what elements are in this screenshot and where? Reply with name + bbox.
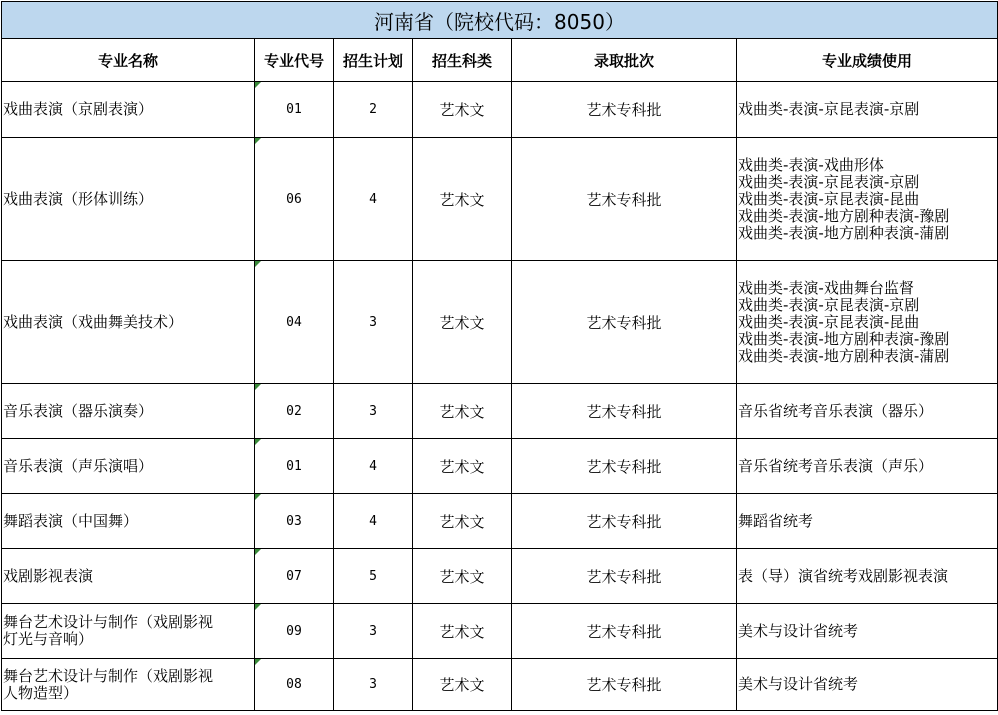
cell-name-line: 戏曲表演（形体训练） bbox=[3, 189, 154, 208]
col-header-name: 专业名称 bbox=[2, 39, 255, 82]
col-header-category: 招生科类 bbox=[413, 39, 512, 82]
cell-code-value: 02 bbox=[286, 403, 302, 419]
cell-plan: 3 bbox=[334, 384, 413, 439]
cell-score-use-line: 音乐省统考音乐表演（声乐） bbox=[738, 456, 934, 475]
cell-name-line: 舞台艺术设计与制作（戏剧影视 bbox=[3, 666, 214, 685]
cell-name-line: 戏曲表演（戏曲舞美技术） bbox=[3, 312, 184, 331]
cell-name bbox=[2, 384, 255, 439]
cell-code bbox=[255, 494, 334, 549]
table-row bbox=[2, 494, 998, 549]
cell-code-value: 01 bbox=[286, 102, 302, 117]
cell-code bbox=[255, 604, 334, 659]
table-row bbox=[2, 384, 998, 439]
table-row bbox=[2, 604, 998, 659]
cell-score-use bbox=[737, 384, 998, 439]
cell-batch: 艺术专科批 bbox=[512, 549, 737, 604]
cell-plan: 3 bbox=[334, 604, 413, 659]
col-header-batch: 录取批次 bbox=[512, 39, 737, 82]
cell-name bbox=[2, 659, 255, 711]
cell-score-use bbox=[737, 439, 998, 494]
cell-score-use-line: 美术与设计省统考 bbox=[738, 621, 859, 640]
cell-code-value: 04 bbox=[286, 314, 302, 330]
cell-plan: 3 bbox=[334, 261, 413, 384]
cell-plan: 4 bbox=[334, 494, 413, 549]
cell-marker-icon bbox=[255, 549, 261, 555]
cell-name-line: 灯光与音响） bbox=[3, 630, 94, 648]
cell-score-use-line: 舞蹈省统考 bbox=[738, 511, 814, 530]
cell-score-use-line: 美术与设计省统考 bbox=[738, 675, 859, 693]
cell-score-use-line: 戏曲类-表演-京昆表演-京剧 bbox=[738, 295, 920, 314]
cell-name bbox=[2, 604, 255, 659]
cell-code-value: 01 bbox=[286, 458, 302, 474]
cell-category: 艺术文 bbox=[413, 82, 512, 138]
cell-name-line: 音乐表演（声乐演唱） bbox=[3, 456, 154, 475]
cell-name-line: 戏曲表演（京剧表演） bbox=[3, 100, 154, 118]
cell-batch: 艺术专科批 bbox=[512, 659, 737, 711]
cell-batch: 艺术专科批 bbox=[512, 439, 737, 494]
cell-score-use bbox=[737, 494, 998, 549]
cell-name-line: 戏剧影视表演 bbox=[3, 566, 94, 585]
cell-marker-icon bbox=[255, 261, 261, 267]
cell-category: 艺术文 bbox=[413, 138, 512, 261]
cell-plan: 5 bbox=[334, 549, 413, 604]
cell-marker-icon bbox=[255, 494, 261, 500]
admissions-table bbox=[1, 1, 998, 711]
table-row bbox=[2, 82, 998, 138]
cell-marker-icon bbox=[255, 384, 261, 390]
cell-code bbox=[255, 261, 334, 384]
cell-name bbox=[2, 549, 255, 604]
cell-category: 艺术文 bbox=[413, 494, 512, 549]
cell-batch: 艺术专科批 bbox=[512, 494, 737, 549]
cell-marker-icon bbox=[255, 82, 261, 88]
cell-score-use bbox=[737, 659, 998, 711]
cell-code-value: 08 bbox=[286, 677, 302, 692]
cell-score-use-line: 戏曲类-表演-地方剧种表演-豫剧 bbox=[738, 206, 950, 225]
cell-score-use-line: 戏曲类-表演-京昆表演-昆曲 bbox=[738, 189, 920, 208]
cell-score-use bbox=[737, 82, 998, 138]
cell-name-line: 舞蹈表演（中国舞） bbox=[3, 511, 139, 530]
table-row bbox=[2, 138, 998, 261]
cell-score-use bbox=[737, 261, 998, 384]
col-header-plan: 招生计划 bbox=[334, 39, 413, 82]
col-header-code: 专业代号 bbox=[255, 39, 334, 82]
cell-code-value: 07 bbox=[286, 568, 302, 584]
cell-code bbox=[255, 549, 334, 604]
cell-category: 艺术文 bbox=[413, 549, 512, 604]
table-row bbox=[2, 549, 998, 604]
cell-name bbox=[2, 439, 255, 494]
cell-marker-icon bbox=[255, 439, 261, 445]
cell-score-use-line: 戏曲类-表演-戏曲形体 bbox=[738, 155, 884, 174]
cell-score-use-line: 戏曲类-表演-戏曲舞台监督 bbox=[738, 278, 914, 297]
cell-name-line: 人物造型） bbox=[3, 683, 79, 702]
cell-score-use-line: 戏曲类-表演-地方剧种表演-蒲剧 bbox=[738, 223, 950, 242]
cell-code bbox=[255, 659, 334, 711]
cell-category: 艺术文 bbox=[413, 384, 512, 439]
cell-score-use-line: 表（导）演省统考戏剧影视表演 bbox=[738, 566, 949, 585]
cell-score-use-line: 音乐省统考音乐表演（器乐） bbox=[738, 401, 934, 420]
cell-score-use-line: 戏曲类-表演-地方剧种表演-蒲剧 bbox=[738, 346, 950, 365]
cell-marker-icon bbox=[255, 138, 261, 144]
cell-name-line: 舞台艺术设计与制作（戏剧影视 bbox=[3, 613, 214, 631]
cell-batch: 艺术专科批 bbox=[512, 138, 737, 261]
cell-score-use bbox=[737, 549, 998, 604]
cell-batch: 艺术专科批 bbox=[512, 384, 737, 439]
cell-score-use bbox=[737, 604, 998, 659]
cell-plan: 4 bbox=[334, 138, 413, 261]
cell-code-value: 06 bbox=[286, 191, 302, 207]
cell-code bbox=[255, 439, 334, 494]
cell-score-use-line: 戏曲类-表演-京昆表演-京剧 bbox=[738, 172, 920, 191]
cell-category: 艺术文 bbox=[413, 604, 512, 659]
cell-score-use-line: 戏曲类-表演-京昆表演-京剧 bbox=[738, 100, 920, 118]
cell-name-line: 音乐表演（器乐演奏） bbox=[3, 401, 154, 420]
cell-category: 艺术文 bbox=[413, 261, 512, 384]
cell-name bbox=[2, 138, 255, 261]
table-title: 河南省（院校代码：8050） bbox=[2, 2, 998, 39]
cell-batch: 艺术专科批 bbox=[512, 604, 737, 659]
cell-marker-icon bbox=[255, 659, 261, 665]
cell-batch: 艺术专科批 bbox=[512, 261, 737, 384]
cell-code-value: 09 bbox=[286, 623, 302, 639]
cell-code-value: 03 bbox=[286, 513, 302, 529]
cell-code bbox=[255, 384, 334, 439]
col-header-score-use: 专业成绩使用 bbox=[737, 39, 998, 82]
cell-name bbox=[2, 261, 255, 384]
cell-score-use-line: 戏曲类-表演-京昆表演-昆曲 bbox=[738, 312, 920, 331]
cell-score-use-line: 戏曲类-表演-地方剧种表演-豫剧 bbox=[738, 329, 950, 348]
cell-plan: 2 bbox=[334, 82, 413, 138]
cell-marker-icon bbox=[255, 604, 261, 610]
cell-name bbox=[2, 82, 255, 138]
table-row bbox=[2, 659, 998, 711]
cell-batch: 艺术专科批 bbox=[512, 82, 737, 138]
table-row bbox=[2, 439, 998, 494]
cell-code bbox=[255, 82, 334, 138]
cell-name bbox=[2, 494, 255, 549]
cell-category: 艺术文 bbox=[413, 439, 512, 494]
cell-code bbox=[255, 138, 334, 261]
cell-score-use bbox=[737, 138, 998, 261]
cell-plan: 3 bbox=[334, 659, 413, 711]
cell-category: 艺术文 bbox=[413, 659, 512, 711]
table-row bbox=[2, 261, 998, 384]
cell-plan: 4 bbox=[334, 439, 413, 494]
